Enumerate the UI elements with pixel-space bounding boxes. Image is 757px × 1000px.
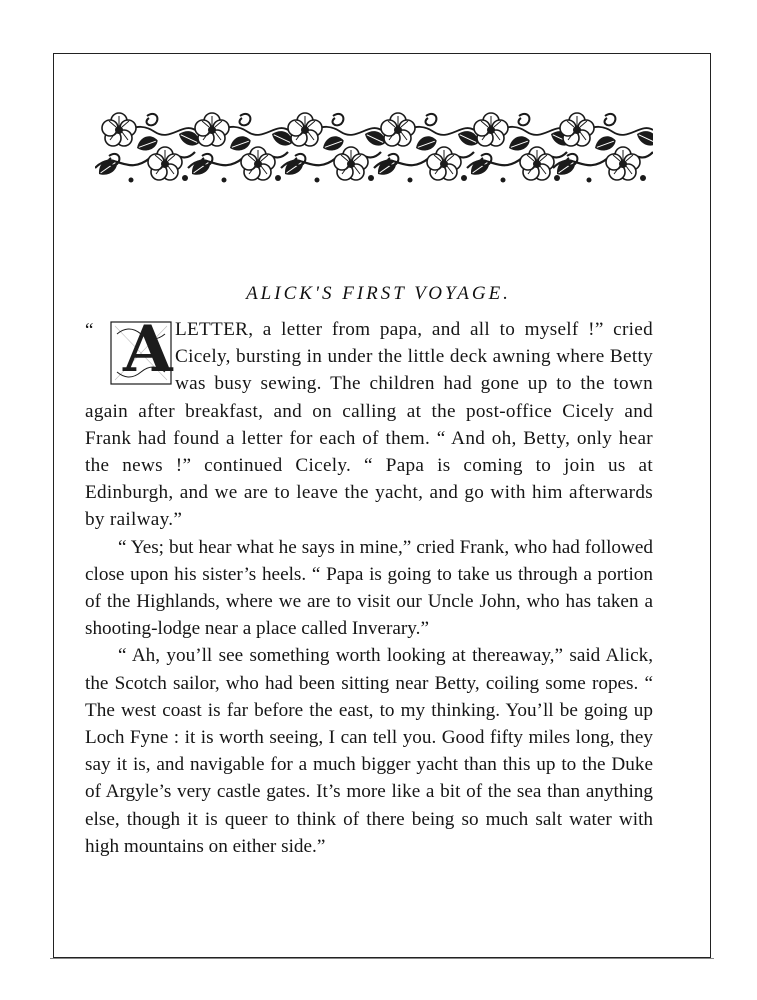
paragraph-3: “ Ah, you’ll see something worth looking at thereaway,” said Alick, the Scotch sailor, who had been sitting near Betty, coiling some ropes. “ The west coast is far before the east, to my thinking. You’ll be going up Loch Fyne : it is worth seeing, I can tell you. Good fifty miles long, they say it is, and navigable for a much bigger yacht than this up to the Duke of Argyle’s very castle gates. It’s more like a bit of the sea than anything else, though it is queer to think of there being so much salt water with high mountains on either side.” bbox=[85, 645, 653, 857]
drop-cap-letter: A bbox=[123, 312, 173, 387]
chapter-body bbox=[85, 312, 653, 860]
page-edge-line bbox=[50, 958, 714, 959]
paragraph-2: “ Yes; but hear what he says in mine,” cried Frank, who had followed close upon his sister’s heels. “ Papa is going to take us through a portion of the Highlands, where we are to visit our Uncle John, who has taken a shooting-lodge near a place called Inverary.” bbox=[85, 536, 653, 640]
paragraph-1 bbox=[85, 312, 653, 534]
floral-band-icon bbox=[95, 108, 653, 194]
drop-cap bbox=[85, 312, 173, 388]
drop-cap-quote: “ bbox=[85, 320, 94, 341]
paragraph-1-text: LETTER, a letter from papa, and all to myself !” cried Cicely, bursting in under the little deck awning where Betty was busy sewing. The children had gone up to the town again after breakfast, and on calling at the post-office Cicely and Frank had found a letter for each of them. “ And oh, Betty, only hear the news !” continued Cicely. “ Papa is coming to join us at Edinburgh, and we are to leave the yacht, and go with him afterwards by railway.” bbox=[85, 319, 653, 531]
chapter-title: ALICK'S FIRST VOYAGE. bbox=[246, 283, 511, 304]
